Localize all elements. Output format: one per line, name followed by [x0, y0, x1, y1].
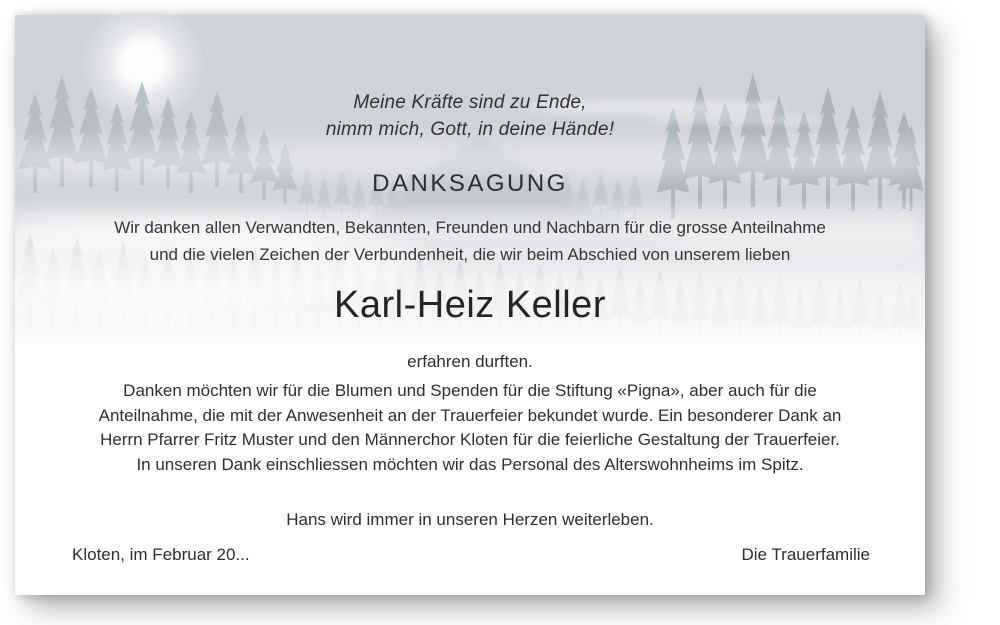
thanks-line: Anteilnahme, die mit der Anwesenheit an der Trauerfeier bekundet wurde. Ein besonderer Dank an: [98, 405, 842, 425]
closing-line: Hans wird immer in unseren Herzen weiterleben.: [286, 510, 654, 529]
intro-line: Wir danken allen Verwandten, Bekannten, Freunden und Nachbarn für die grosse Anteilnahme: [114, 218, 826, 237]
intro-paragraph: [15, 215, 925, 268]
verse-line: Meine Kräfte sind zu Ende,: [353, 92, 587, 113]
after-name-line: erfahren durften.: [407, 352, 533, 371]
thanks-line: In unseren Dank einschliessen möchten wir das Personal des Alterswohnheims im Spitz.: [136, 454, 804, 474]
signature: Die Trauerfamilie: [741, 545, 870, 564]
thanks-line: Herrn Pfarrer Fritz Muster und den Männerchor Kloten für die feierliche Gestaltung der Trauerfeier.: [100, 430, 840, 449]
place-date: Kloten, im Februar 20...: [72, 545, 250, 564]
verse-line: nimm mich, Gott, in deine Hände!: [325, 119, 615, 140]
opening-verse: [15, 89, 925, 143]
card-footer: [15, 545, 925, 565]
intro-line: und die vielen Zeichen der Verbundenheit, die wir beim Abschied von unserem lieben: [149, 244, 791, 264]
deceased-name: Karl-Heiz Keller: [334, 284, 606, 326]
thanks-line: Danken möchten wir für die Blumen und Spenden für die Stiftung «Pigna», aber auch für die: [123, 381, 817, 400]
card-title: DANKSAGUNG: [372, 170, 568, 197]
memorial-card: [15, 15, 925, 595]
thanks-paragraph: [15, 379, 925, 477]
